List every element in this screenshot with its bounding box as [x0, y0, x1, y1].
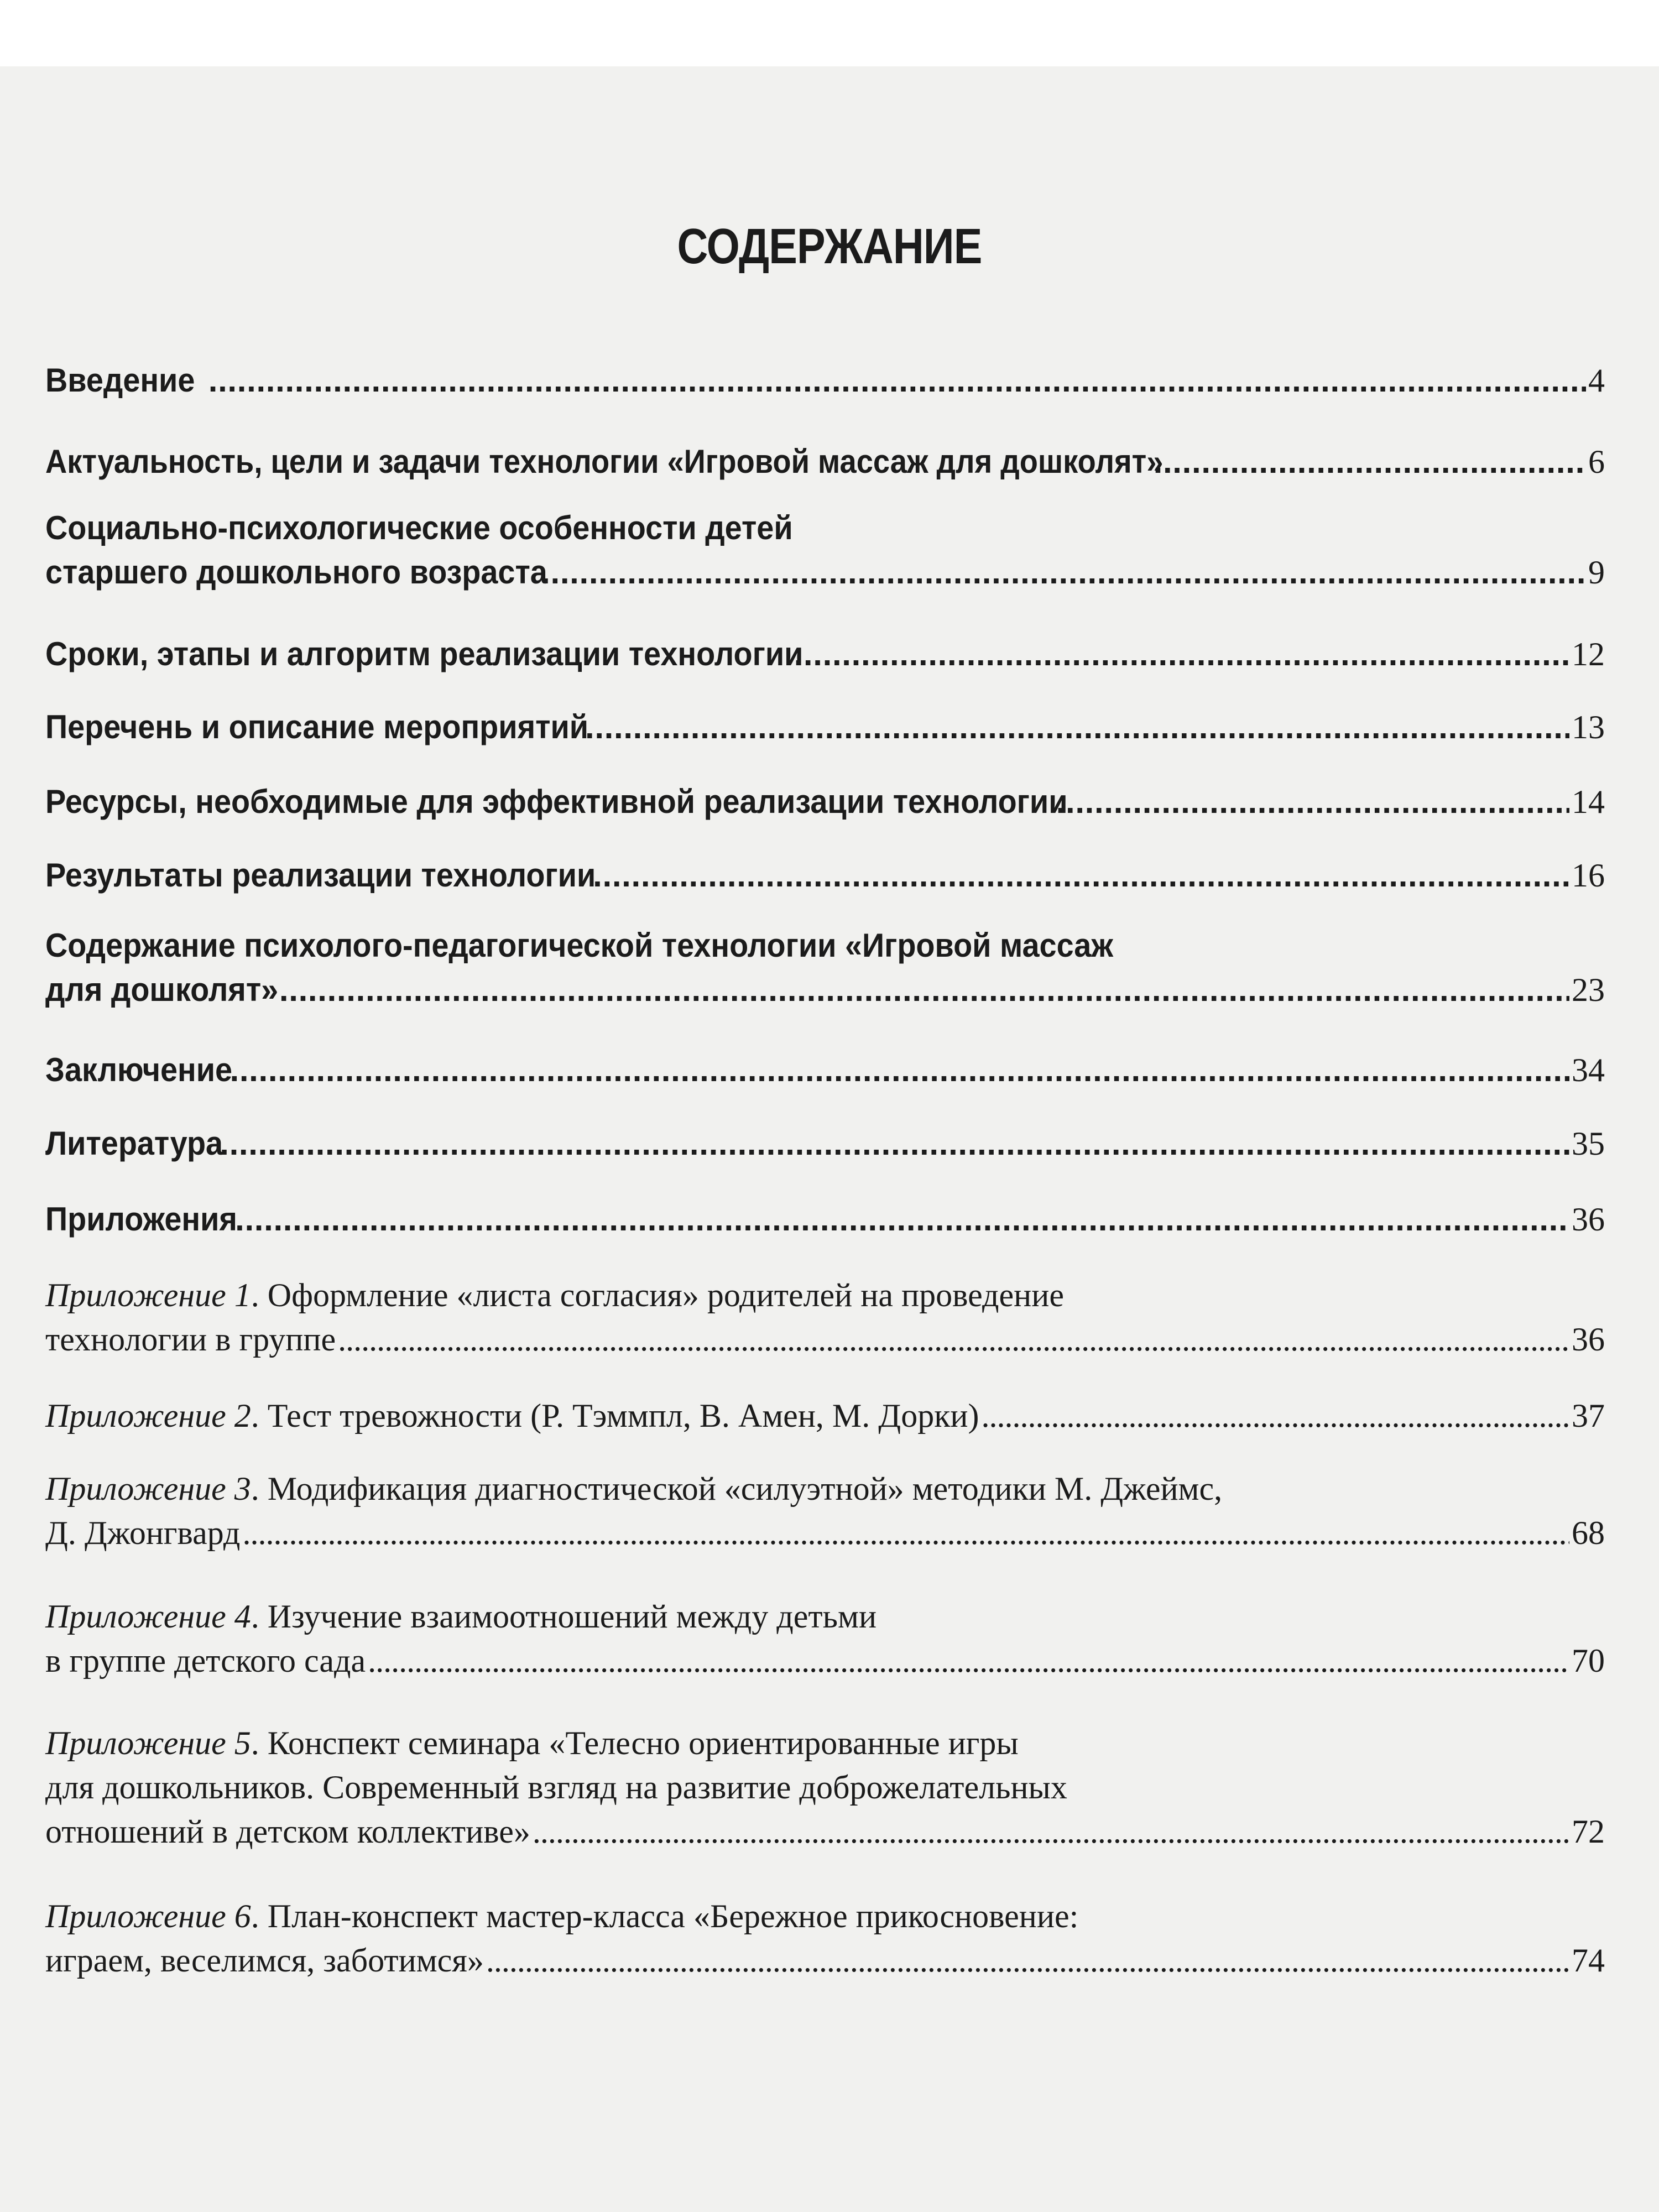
toc-entry-title: Ресурсы, необходимые для эффективной реализации технологии: [45, 783, 1068, 820]
appendix-title-line1: . Оформление «листа согласия» родителей на проведение: [251, 1277, 1064, 1313]
leader-dots: [220, 1121, 1569, 1166]
toc-entry-events[interactable]: [45, 705, 1605, 749]
toc-page-number: 9: [1588, 554, 1605, 591]
appendix-title-line2: в группе детского сада: [45, 1642, 366, 1679]
appendix-title-line1: . Тест тревожности (Р. Тэммпл, В. Амен, М. Дорки): [251, 1397, 979, 1434]
appendix-title-line1: . Конспект семинара «Телесно ориентированные игры: [251, 1725, 1019, 1761]
toc-page-number: 34: [1572, 1052, 1605, 1088]
appendix-label: Приложение 6: [45, 1898, 251, 1934]
appendix-label: Приложение 5: [45, 1725, 251, 1761]
toc-entry-appendices[interactable]: [45, 1197, 1605, 1241]
appendix-label: Приложение 4: [45, 1598, 251, 1635]
toc-entry-title-line2: для дошколят»: [45, 971, 279, 1008]
leader-dots: [981, 1394, 1569, 1438]
appendix-title-line1: . Изучение взаимоотношений между детьми: [251, 1598, 877, 1635]
leader-dots: [230, 1048, 1570, 1092]
leader-dots: [279, 968, 1569, 1012]
toc-entry-title: Актуальность, цели и задачи технологии «Игровой массаж для дошколят»: [45, 443, 1164, 480]
toc-entry-title-line1: Содержание психолого-педагогической технологии «Игровой массаж: [45, 927, 1113, 964]
toc-entry-title: Заключение: [45, 1051, 233, 1088]
leader-dots: [486, 1938, 1569, 1983]
appendix-title-line1: . План-конспект мастер-класса «Бережное прикосновение:: [251, 1898, 1079, 1934]
toc-entry-title-line2: старшего дошкольного возраста: [45, 554, 547, 591]
toc-page-number: 35: [1572, 1125, 1605, 1162]
page-title: СОДЕРЖАНИЕ: [677, 219, 982, 274]
leader-dots: [541, 550, 1586, 594]
toc-page-number: 14: [1572, 784, 1605, 820]
toc-appendix-1[interactable]: [45, 1273, 1605, 1361]
appendix-label: Приложение 3: [45, 1470, 251, 1507]
toc-appendix-5[interactable]: [45, 1721, 1605, 1854]
toc-appendix-6[interactable]: [45, 1894, 1605, 1983]
toc-page-number: 70: [1572, 1642, 1605, 1679]
toc-page-number: 4: [1588, 362, 1605, 399]
toc-entry-content[interactable]: [45, 924, 1605, 1012]
toc-page-number: 37: [1572, 1397, 1605, 1434]
toc-entry-literature[interactable]: [45, 1121, 1605, 1166]
leader-dots: [794, 632, 1569, 676]
appendix-label: Приложение 1: [45, 1277, 251, 1313]
leader-dots: [1056, 780, 1569, 824]
toc-entry-timeline[interactable]: [45, 632, 1605, 676]
appendix-title-line2: Д. Джонгвард: [45, 1515, 241, 1551]
appendix-title-line2: играем, веселимся, заботимся»: [45, 1942, 484, 1979]
leader-dots: [533, 1809, 1569, 1854]
toc-page-number: 6: [1588, 444, 1605, 480]
toc-entry-relevance[interactable]: [45, 440, 1605, 484]
appendix-label: Приложение 2: [45, 1397, 251, 1434]
toc-page-number: 13: [1572, 709, 1605, 745]
toc-entry-conclusion[interactable]: [45, 1048, 1605, 1092]
leader-dots: [235, 1197, 1569, 1241]
toc-page-number: 74: [1572, 1942, 1605, 1979]
toc-page-number: 12: [1572, 636, 1605, 672]
toc-page-number: 23: [1572, 972, 1605, 1008]
toc-entry-title: Сроки, этапы и алгоритм реализации технологии: [45, 635, 804, 672]
toc-entry-resources[interactable]: [45, 780, 1605, 824]
toc-entry-title: Перечень и описание мероприятий: [45, 708, 589, 745]
toc-entry-title: Результаты реализации технологии: [45, 857, 596, 894]
toc-page-number: 72: [1572, 1813, 1605, 1850]
appendix-title-line3: отношений в детском коллективе»: [45, 1813, 530, 1850]
toc-page-number: 16: [1572, 857, 1605, 894]
toc-page-number: 36: [1572, 1201, 1605, 1238]
appendix-title-line1: . Модификация диагностической «силуэтной» методики М. Джеймс,: [251, 1470, 1223, 1507]
leader-dots: [585, 705, 1569, 749]
leader-dots: [242, 1511, 1569, 1555]
toc-entry-title-line1: Социально-психологические особенности детей: [45, 509, 793, 546]
toc-entry-introduction[interactable]: [45, 358, 1605, 403]
toc-entry-title: Введение: [45, 362, 195, 399]
leader-dots: [593, 853, 1569, 898]
toc-entry-results[interactable]: [45, 853, 1605, 898]
leader-dots: [368, 1639, 1569, 1683]
toc-entry-title: Литература: [45, 1125, 223, 1162]
toc-page-number: 68: [1572, 1515, 1605, 1551]
toc-entry-social-psychological[interactable]: [45, 506, 1605, 594]
toc-appendix-4[interactable]: [45, 1594, 1605, 1683]
appendix-title-line2: технологии в группе: [45, 1321, 336, 1358]
toc-appendix-3[interactable]: [45, 1467, 1605, 1555]
leader-dots: [208, 358, 1586, 403]
leader-dots: [1154, 440, 1586, 484]
toc-appendix-2[interactable]: [45, 1394, 1605, 1438]
toc-entry-title: Приложения: [45, 1201, 237, 1238]
leader-dots: [338, 1317, 1569, 1361]
appendix-title-line2: для дошкольников. Современный взгляд на развитие доброжелательных: [45, 1769, 1067, 1806]
toc-page-number: 36: [1572, 1321, 1605, 1358]
